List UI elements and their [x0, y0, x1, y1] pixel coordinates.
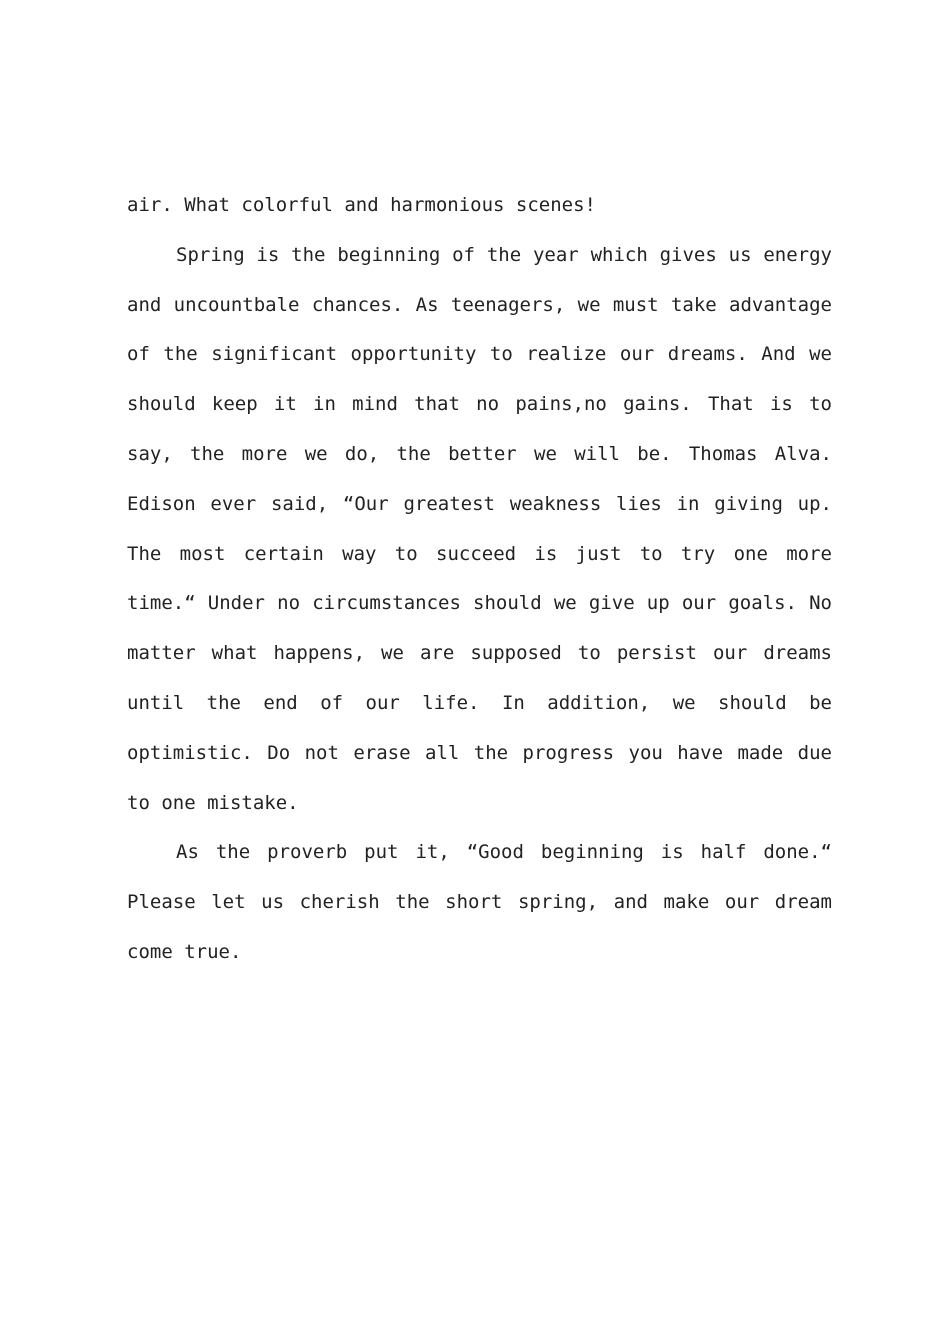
document-body — [127, 181, 832, 978]
paragraph-proverb: As the proverb put it, “Good beginning is half done.“ Please let us cherish the short spring, and make our dream come true. — [127, 841, 832, 963]
paragraph-continuation: air. What colorful and harmonious scenes! — [127, 194, 596, 216]
paragraph-spring: Spring is the beginning of the year which gives us energy and uncountbale chances. As teenagers, we must take advantage of the significant opportunity to realize our dreams. And we should keep it in mind that no pains,no gains. That is to say, the more we do, the better we will be. Thomas Alva. Edison ever said, “Our greatest weakness lies in giving up. The most certain way to succeed is just to try one more time.“ Under no circumstances should we give up our goals. No matter what happens, we are supposed to persist our dreams until the end of our life. In addition, we should be optimistic. Do not erase all the progress you have made due to one mistake. — [127, 243, 832, 814]
